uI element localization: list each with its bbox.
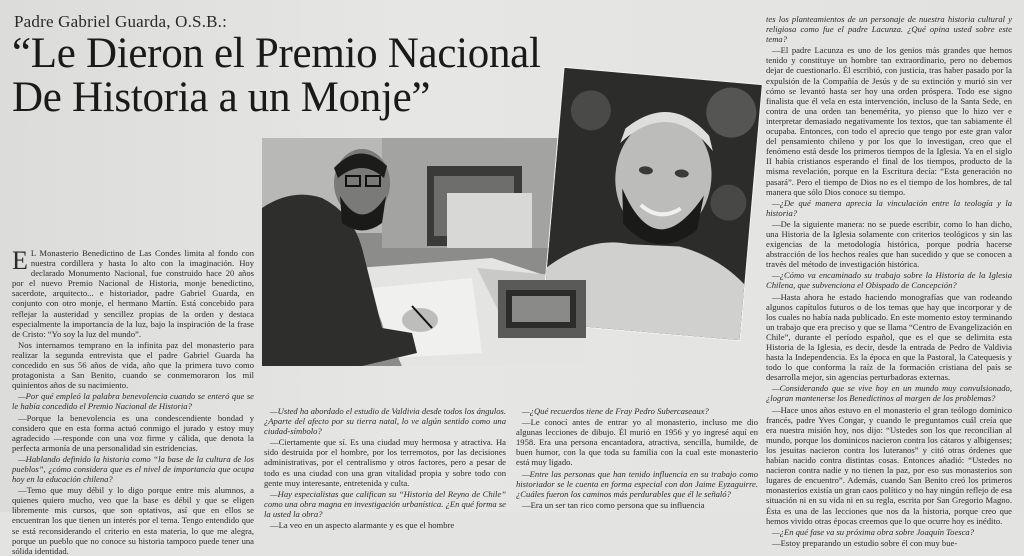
right-paragraph-3: —Hasta ahora he estado haciendo monografías que van rodeando algunos capítulos futuros o de los temas que hay que incorporar y de los cuales no había nada publicado. En este momento estoy terminando un trabajo que era preciso y que se llama “Centro de Evangelización en Chile”, durante el período español, que es el que se delimita esta Historia de la Iglesia, es decir, desde la entrada de Pedro de Valdivia hasta la Independencia. Es la época en que la Pastoral, la Catequesis y todo lo que conforma la raíz de la formación cristiana del país se desarrolla mejor, sin agencias perturbadoras externas.: [766, 291, 1012, 383]
right-question-1: —¿De qué manera aprecia la vinculación entre la teología y la historia?: [766, 197, 1012, 218]
article-kicker: Padre Gabriel Guarda, O.S.B.:: [14, 12, 228, 31]
photo-inset-books-image: [498, 280, 586, 338]
col-b-paragraph-1: —Ciertamente que sí. Es una ciudad muy hermosa y atractiva. Ha sido destruida por el hombre, por los terremotos, por las decisiones administrativas, por el centralismo y otros factores, pero a pesar de todo es una ciudad con una gran vitalidad propia y sobre todo con gente muy interesante, entretenida y culta.: [264, 437, 506, 488]
col-c-question-1: —¿Qué recuerdos tiene de Fray Pedro Subercaseaux?: [522, 406, 709, 416]
col-b-question-1: —Usted ha abordado el estudio de Valdivia desde todos los ángulos. ¿Aparte del afecto por su tierra natal, lo ve algún sentido como una ciudad-símbolo?: [264, 406, 506, 437]
right-question-2: —¿Cómo va encaminado su trabajo sobre la Historia de la Iglesia Chilena, que subvenciona el Obispado de Concepción?: [766, 270, 1012, 291]
right-paragraph-1: —El padre Lacunza es uno de los genios más grandes que hemos tenido y constituye un hombre tan extraordinario, pero no debemos dejar de cuestionarlo. Él escribió, con justicia, tras haber pasado por la expulsión de la Compañía de Jesús y de su extinción y murió sin ver cómo se levantó hasta ser hoy una orden próspera. Todo ese signo finalista que él vela en esta intervención, incluso de la Santa Sede, en contra de una orden tan benemérita, yo pienso que lo hizo ver e interpretar demasiado negativamente los textos, que tan sabiamente él ocupaba. Entonces, con todo el aprecio que tengo por este gran valor del pensamiento chileno y por los que lo investigan, creo que el fenómeno está desde los primeros tiempos de la Iglesia. Ya en el siglo II había cristianos esperando el final de los tiempos, producto de la misma revelación, porque en la Escritura decía: “Esta generación no pasará”. Pero el tiempo de Dios no es el tiempo de los hombres, de tal manera que sólo Dios conoce su tiempo.: [766, 45, 1012, 197]
left-paragraph-3: —Porque la benevolencia es una condescendiente bondad y considero que en esta forma actuó conmigo el jurado y estoy muy agradecido —responde con una voz firme y cálida, que denota la perfecta armonía de una personalidad sin estridencias.: [12, 412, 254, 453]
right-question-4: —¿En qué fase va su próxima obra sobre Joaquín Toesca?: [772, 526, 975, 537]
headline-line-2: De Historia a un Monje”: [12, 74, 431, 121]
article-headline: [12, 32, 652, 120]
dropcap-letter: E: [12, 246, 28, 275]
left-paragraph-1: L Monasterio Benedictino de Las Condes limita al fondo con nuestra cordillera y hasta lo alto con la imaginación. Hoy declarado Monumento Nacional, fue construido hace 20 años por el nuevo Premio Nacional de Historia, monje benedictino, sacerdote, arquitecto... e historiador, padre Gabriel Guarda, en conjunto con otro monje, el hermano Martín. Está concebido para reflejar la austeridad y sencillez propias de la orden y destaca especialmente la importancia de la luz, bajo la inspiración de la frase de Cristo: “Yo soy la luz del mundo”.: [12, 248, 254, 339]
article-column-c: [516, 406, 758, 512]
photo-inset-books: [498, 280, 586, 338]
article-column-b: [264, 406, 506, 531]
right-paragraph-5: —Estoy preparando un estudio sobre él con muy bue-: [772, 537, 958, 548]
right-question-3: —Considerando que se vive hoy en un mundo muy convulsionado, ¿logran mantenerse los Benedictinos al margen de los problemas?: [766, 383, 1012, 404]
right-lead-question: tes los planteamientos de un personaje de nuestra historia cultural y religiosa como fue el padre Lacunza. ¿Qué opina usted sobre este tema?: [766, 14, 1012, 45]
right-paragraph-2: —De la siguiente manera: no se puede escribir, como lo han dicho, una Historia de la Iglesia solamente con criterios teológicos y sin las exigencias de la metodología histórica, porque podría hacerse abstracción de los hechos reales que han sucedido y que se conocen a través del método de investigación histórica.: [766, 218, 1012, 270]
article-column-right: [766, 14, 1012, 548]
article-column-left: [12, 246, 254, 556]
col-b-question-2: —Hay especialistas que califican su “Historia del Reyno de Chile” como una obra magna en investigación urbanística. ¿En qué forma se la usted la obra?: [264, 488, 506, 519]
left-paragraph-4: —Temo que muy débil y lo digo porque entre mis alumnos, a quienes quiero mucho, veo que la base es débil y que se eligen libremente mis cursos, que son optativos, así que en ellos se encuentran los que tienen un interés por el tema. Tengo entendido que se está reconsiderando el criterio en esta materia, lo que me alegra, porque un pueblo que no conoce su historia tampoco puede tener una sólida identidad.: [12, 485, 254, 556]
left-paragraph-2: Nos internamos temprano en la infinita paz del monasterio para realizar la segunda entrevista que el padre Gabriel Guarda ha concedido en sus 56 años de vida, año que la primera tuvo como protagonista a San Benito, cuando se conmemoraron los mil quinientos años de su nacimiento.: [12, 339, 254, 391]
left-question-2: —Hablando definido la historia como “la base de la cultura de los pueblos”, ¿cómo considera que es el nivel de importancia que ocupa hoy en la educación chilena?: [12, 453, 254, 485]
col-c-question-2: —Entre las personas que han tenido influencia en su trabajo como historiador se le cuenta en forma especial con don Jaime Eyzaguirre. ¿Cuáles fueron los caminos más perdurables que él le señaló?: [516, 468, 758, 499]
col-c-paragraph-2: —Era un ser tan rico como persona que su influencia: [522, 499, 705, 510]
left-question-1: —Por qué empleó la palabra benevolencia cuando se enteró que se le había concedido el Premio Nacional de Historia?: [12, 391, 254, 412]
col-b-paragraph-2: —La veo en un aspecto alarmante y es que el hombre: [270, 520, 455, 531]
headline-line-1: “Le Dieron el Premio Nacional: [12, 30, 541, 77]
col-c-paragraph-1: —Le conocí antes de entrar yo al monasterio, incluso me dio algunas lecciones de dibujo. Él murió en 1956 y yo ingresé aquí en 1958. Era una persona encantadora, atractiva, sencilla, humilde, de buen humor, con la que toda su familia con la cual este monasterio está muy ligado.: [516, 417, 758, 468]
right-paragraph-4: —Hace unos años estuvo en el monasterio el gran teólogo dominico francés, padre Yves Congar, y cuando le preguntamos cuál creía que era nuestra misión hoy, nos dijo: “Ustedes son los que reconcilian al mundo, porque los dominicos nacieron contra los cátaros y albigenses; los jesuitas nacieron contra los luteranos” y citó otras órdenes que habían nacido contra distintas cosas. Entonces añadió: “Ustedes no nacieron contra nadie y no tienen la paz, por eso sus monasterios son lugares de encuentro”. Además, cuando San Benito creó los primeros monasterios existía un gran caos político y no hay ningún reflejo de esa situación ni en su vida ni en su regla, escrita por San Gregorio Magno. Ésta es una de las lecciones que nos da la historia, porque creo que hemos vivido otras épocas creemos que lo que ocurre hoy es inédito.: [766, 404, 1012, 526]
